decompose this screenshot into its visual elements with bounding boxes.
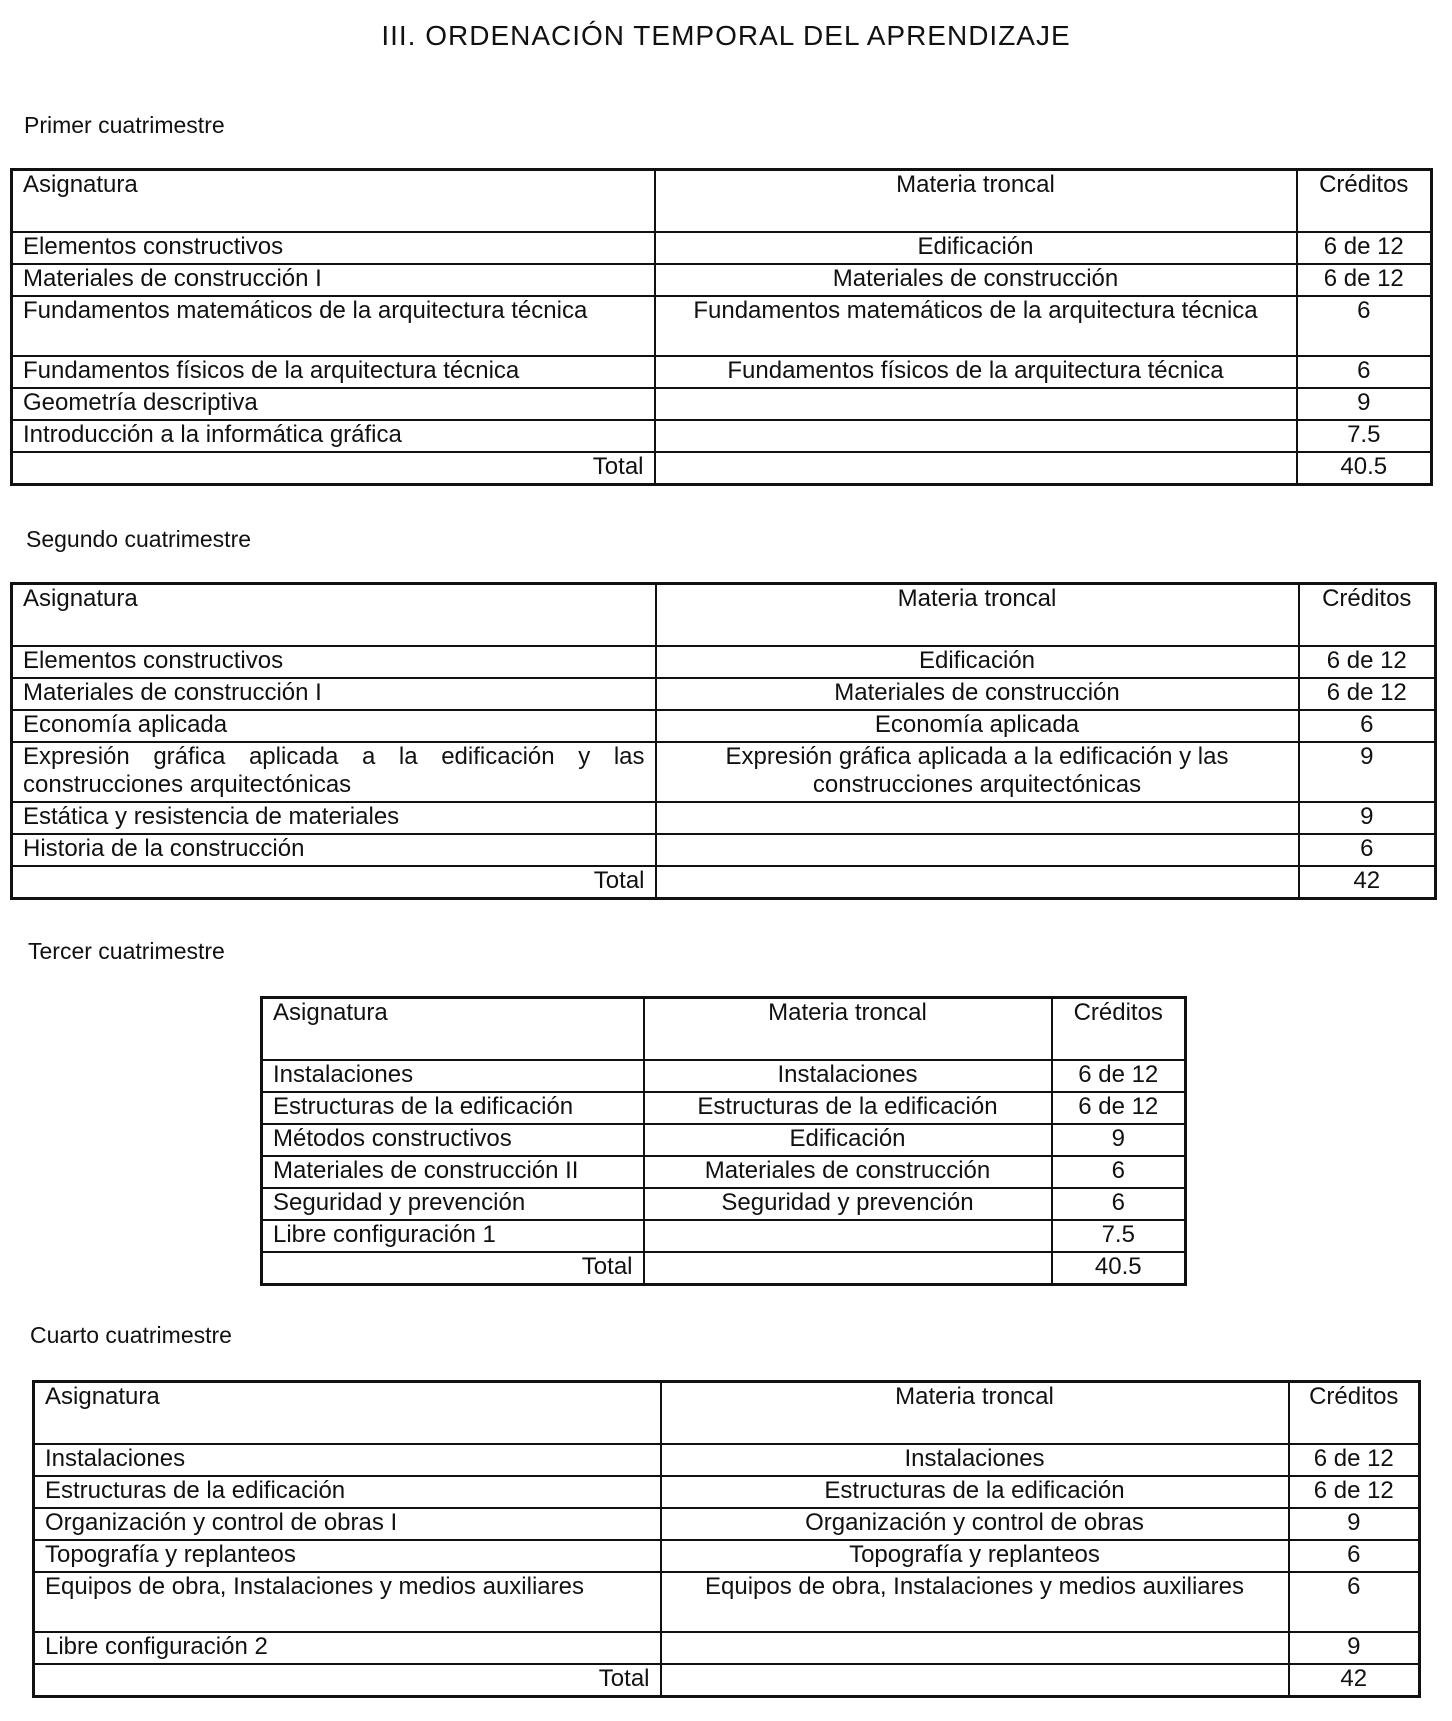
total-label: Total bbox=[262, 1252, 644, 1285]
header-materia: Materia troncal bbox=[655, 170, 1297, 233]
asignatura-cell: Economía aplicada bbox=[12, 710, 656, 742]
creditos-cell: 6 de 12 bbox=[1299, 678, 1436, 710]
materia-cell: Instalaciones bbox=[644, 1060, 1052, 1092]
asignatura-cell: Materiales de construcción II bbox=[262, 1156, 644, 1188]
table-row bbox=[34, 1476, 1420, 1508]
materia-cell: Equipos de obra, Instalaciones y medios auxiliares bbox=[661, 1572, 1289, 1632]
total-value: 42 bbox=[1289, 1664, 1420, 1697]
materia-cell: Seguridad y prevención bbox=[644, 1188, 1052, 1220]
asignatura-cell: Historia de la construcción bbox=[12, 834, 656, 866]
materia-cell: Expresión gráfica aplicada a la edificación y las construcciones arquitectónicas bbox=[656, 742, 1299, 802]
asignatura-cell: Estática y resistencia de materiales bbox=[12, 802, 656, 834]
table-row bbox=[12, 420, 1432, 452]
table-row bbox=[262, 1220, 1186, 1252]
asignatura-cell: Introducción a la informática gráfica bbox=[12, 420, 655, 452]
materia-cell bbox=[644, 1220, 1052, 1252]
table-row bbox=[12, 264, 1432, 296]
creditos-cell: 9 bbox=[1299, 802, 1436, 834]
header-creditos: Créditos bbox=[1299, 584, 1436, 647]
asignatura-cell: Libre configuración 1 bbox=[262, 1220, 644, 1252]
materia-cell bbox=[655, 452, 1297, 485]
materia-cell bbox=[656, 802, 1299, 834]
total-row bbox=[12, 452, 1432, 485]
table-segundo-cuatrimestre bbox=[10, 582, 1437, 900]
materia-cell: Materiales de construcción bbox=[655, 264, 1297, 296]
header-materia: Materia troncal bbox=[644, 998, 1052, 1061]
asignatura-cell: Estructuras de la edificación bbox=[34, 1476, 661, 1508]
asignatura-cell: Materiales de construcción I bbox=[12, 678, 656, 710]
materia-cell bbox=[655, 420, 1297, 452]
creditos-cell: 6 bbox=[1297, 356, 1432, 388]
creditos-cell: 6 de 12 bbox=[1289, 1476, 1420, 1508]
asignatura-cell: Topografía y replanteos bbox=[34, 1540, 661, 1572]
asignatura-cell: Métodos constructivos bbox=[262, 1124, 644, 1156]
table-row bbox=[262, 1156, 1186, 1188]
asignatura-cell: Materiales de construcción I bbox=[12, 264, 655, 296]
asignatura-cell: Instalaciones bbox=[34, 1444, 661, 1476]
asignatura-cell: Estructuras de la edificación bbox=[262, 1092, 644, 1124]
table-row bbox=[34, 1572, 1420, 1632]
creditos-cell: 6 de 12 bbox=[1052, 1060, 1186, 1092]
asignatura-cell: Elementos constructivos bbox=[12, 232, 655, 264]
asignatura-cell: Instalaciones bbox=[262, 1060, 644, 1092]
creditos-cell: 9 bbox=[1052, 1124, 1186, 1156]
creditos-cell: 6 de 12 bbox=[1052, 1092, 1186, 1124]
header-asignatura: Asignatura bbox=[12, 170, 655, 233]
asignatura-cell: Libre configuración 2 bbox=[34, 1632, 661, 1664]
section-label-primer: Primer cuatrimestre bbox=[24, 112, 225, 138]
creditos-cell: 7.5 bbox=[1297, 420, 1432, 452]
materia-cell bbox=[644, 1252, 1052, 1285]
table-row bbox=[34, 1540, 1420, 1572]
materia-cell: Instalaciones bbox=[661, 1444, 1289, 1476]
creditos-cell: 9 bbox=[1289, 1508, 1420, 1540]
total-value: 42 bbox=[1299, 866, 1436, 899]
total-row bbox=[12, 866, 1436, 899]
materia-cell: Estructuras de la edificación bbox=[661, 1476, 1289, 1508]
header-materia: Materia troncal bbox=[656, 584, 1299, 647]
materia-cell bbox=[656, 866, 1299, 899]
document-title: III. ORDENACIÓN TEMPORAL DEL APRENDIZAJE bbox=[381, 20, 1071, 51]
creditos-cell: 9 bbox=[1289, 1632, 1420, 1664]
table-header-row bbox=[262, 998, 1186, 1061]
materia-cell: Edificación bbox=[644, 1124, 1052, 1156]
table-row bbox=[12, 356, 1432, 388]
creditos-cell: 6 de 12 bbox=[1289, 1444, 1420, 1476]
materia-cell: Materiales de construcción bbox=[644, 1156, 1052, 1188]
creditos-cell: 6 bbox=[1289, 1540, 1420, 1572]
section-label-tercer: Tercer cuatrimestre bbox=[28, 938, 225, 964]
header-asignatura: Asignatura bbox=[12, 584, 656, 647]
table-row bbox=[12, 646, 1436, 678]
table-row bbox=[262, 1188, 1186, 1220]
creditos-cell: 6 bbox=[1052, 1156, 1186, 1188]
table-row bbox=[12, 802, 1436, 834]
creditos-cell: 6 bbox=[1299, 834, 1436, 866]
table-row bbox=[12, 296, 1432, 356]
table-header-row bbox=[12, 170, 1432, 233]
materia-cell: Economía aplicada bbox=[656, 710, 1299, 742]
materia-cell: Topografía y replanteos bbox=[661, 1540, 1289, 1572]
table-tercer-cuatrimestre bbox=[260, 996, 1187, 1286]
asignatura-cell: Fundamentos físicos de la arquitectura técnica bbox=[12, 356, 655, 388]
creditos-cell: 6 de 12 bbox=[1299, 646, 1436, 678]
total-value: 40.5 bbox=[1297, 452, 1432, 485]
table-row bbox=[34, 1508, 1420, 1540]
creditos-cell: 6 bbox=[1299, 710, 1436, 742]
table-primer-cuatrimestre bbox=[10, 168, 1433, 486]
materia-cell: Estructuras de la edificación bbox=[644, 1092, 1052, 1124]
total-label: Total bbox=[12, 866, 656, 899]
creditos-cell: 9 bbox=[1299, 742, 1436, 802]
header-creditos: Créditos bbox=[1052, 998, 1186, 1061]
materia-cell: Fundamentos físicos de la arquitectura técnica bbox=[655, 356, 1297, 388]
table-row bbox=[12, 742, 1436, 802]
table-header-row bbox=[12, 584, 1436, 647]
asignatura-cell: Expresión gráfica aplicada a la edificación y las construcciones arquitectónicas bbox=[12, 742, 656, 802]
total-row bbox=[34, 1664, 1420, 1697]
table-row bbox=[12, 710, 1436, 742]
section-label-cuarto: Cuarto cuatrimestre bbox=[30, 1322, 232, 1348]
creditos-cell: 7.5 bbox=[1052, 1220, 1186, 1252]
total-row bbox=[262, 1252, 1186, 1285]
asignatura-cell: Seguridad y prevención bbox=[262, 1188, 644, 1220]
table-row bbox=[12, 232, 1432, 264]
table-header-row bbox=[34, 1382, 1420, 1445]
asignatura-cell: Organización y control de obras I bbox=[34, 1508, 661, 1540]
materia-cell: Edificación bbox=[656, 646, 1299, 678]
materia-cell bbox=[656, 834, 1299, 866]
creditos-cell: 6 bbox=[1289, 1572, 1420, 1632]
asignatura-cell: Fundamentos matemáticos de la arquitectura técnica bbox=[12, 296, 655, 356]
materia-cell: Fundamentos matemáticos de la arquitectura técnica bbox=[655, 296, 1297, 356]
materia-cell bbox=[655, 388, 1297, 420]
creditos-cell: 9 bbox=[1297, 388, 1432, 420]
header-asignatura: Asignatura bbox=[34, 1382, 661, 1445]
total-value: 40.5 bbox=[1052, 1252, 1186, 1285]
asignatura-cell: Elementos constructivos bbox=[12, 646, 656, 678]
table-row bbox=[12, 388, 1432, 420]
header-materia: Materia troncal bbox=[661, 1382, 1289, 1445]
materia-cell bbox=[661, 1632, 1289, 1664]
table-row bbox=[262, 1092, 1186, 1124]
materia-cell bbox=[661, 1664, 1289, 1697]
total-label: Total bbox=[34, 1664, 661, 1697]
creditos-cell: 6 bbox=[1052, 1188, 1186, 1220]
materia-cell: Edificación bbox=[655, 232, 1297, 264]
table-row bbox=[34, 1444, 1420, 1476]
section-label-segundo: Segundo cuatrimestre bbox=[26, 526, 252, 552]
header-creditos: Créditos bbox=[1289, 1382, 1420, 1445]
creditos-cell: 6 de 12 bbox=[1297, 264, 1432, 296]
asignatura-cell: Geometría descriptiva bbox=[12, 388, 655, 420]
table-row bbox=[12, 678, 1436, 710]
table-row bbox=[12, 834, 1436, 866]
table-row bbox=[34, 1632, 1420, 1664]
materia-cell: Materiales de construcción bbox=[656, 678, 1299, 710]
materia-cell: Organización y control de obras bbox=[661, 1508, 1289, 1540]
header-asignatura: Asignatura bbox=[262, 998, 644, 1061]
creditos-cell: 6 bbox=[1297, 296, 1432, 356]
header-creditos: Créditos bbox=[1297, 170, 1432, 233]
asignatura-cell: Equipos de obra, Instalaciones y medios auxiliares bbox=[34, 1572, 661, 1632]
table-row bbox=[262, 1124, 1186, 1156]
creditos-cell: 6 de 12 bbox=[1297, 232, 1432, 264]
total-label: Total bbox=[12, 452, 655, 485]
table-cuarto-cuatrimestre bbox=[32, 1380, 1421, 1698]
table-row bbox=[262, 1060, 1186, 1092]
